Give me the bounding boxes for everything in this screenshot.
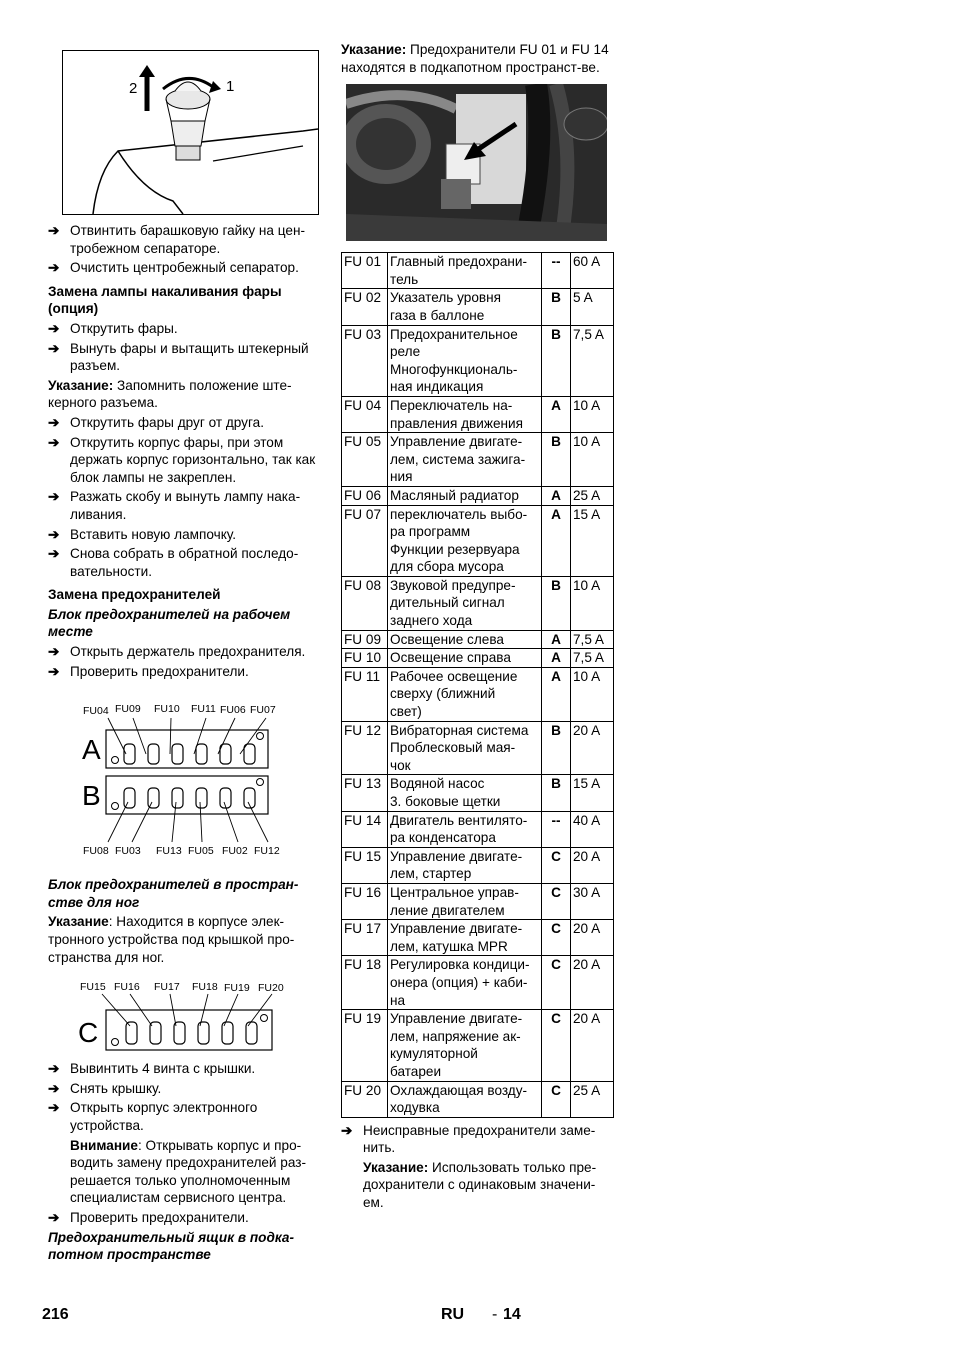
fuse-id: FU 06 bbox=[342, 486, 388, 505]
fuse-category: B bbox=[542, 433, 571, 487]
fuse-description-line: заднего хода bbox=[390, 613, 473, 629]
heading-fuse-replacement: Замена предохранителей bbox=[48, 587, 221, 603]
fuse-category: A bbox=[542, 486, 571, 505]
fuse-category: C bbox=[542, 1010, 571, 1081]
fuse-category: C bbox=[542, 847, 571, 883]
fuse-description-line: лем, система зажига- bbox=[390, 451, 526, 467]
fuse-description bbox=[388, 253, 542, 289]
fuse-category: A bbox=[542, 505, 571, 576]
fuse-row bbox=[342, 956, 614, 1010]
fig2-bottom-label: FU03 bbox=[115, 845, 141, 858]
fuse-amperage: 10 A bbox=[571, 576, 614, 630]
fuse-description-line: Освещение слева bbox=[390, 631, 504, 647]
fuse-row bbox=[342, 667, 614, 721]
fuse-description-line: Охлаждающая возду- bbox=[390, 1082, 528, 1098]
fig3-top-label: FU18 bbox=[192, 981, 218, 994]
fig2-row-b: B bbox=[82, 780, 101, 812]
fuse-row bbox=[342, 721, 614, 775]
fig2-bottom-label: FU13 bbox=[156, 845, 182, 858]
fig1-label-1: 1 bbox=[226, 78, 235, 95]
fuse-description-line: Центральное управ- bbox=[390, 884, 519, 900]
fuse-row bbox=[342, 396, 614, 432]
step: ➔ Снять крышку. bbox=[48, 1080, 162, 1096]
fuse-description-line: лем, стартер bbox=[390, 866, 472, 882]
note: Указание: Запомнить положение ште-керного разъема. bbox=[48, 377, 292, 411]
arrow-right-icon: ➔ bbox=[48, 320, 60, 336]
fig2-bottom-label: FU05 bbox=[188, 845, 214, 858]
fuse-id: FU 13 bbox=[342, 775, 388, 811]
fuse-row bbox=[342, 576, 614, 630]
footer-separator: - bbox=[492, 1306, 498, 1323]
fuse-description-line: ление двигателем bbox=[390, 902, 505, 918]
fuse-description bbox=[388, 883, 542, 919]
fig3-top-label: FU15 bbox=[80, 981, 106, 994]
fuse-description bbox=[388, 505, 542, 576]
fuse-amperage: 15 A bbox=[571, 505, 614, 576]
fuse-id: FU 08 bbox=[342, 576, 388, 630]
fuse-id: FU 12 bbox=[342, 721, 388, 775]
fuse-description-line: ра конденсатора bbox=[390, 830, 496, 846]
fuse-category: B bbox=[542, 325, 571, 396]
fuse-description-line: ная индикация bbox=[390, 379, 484, 395]
fuse-description-line: ходувка bbox=[390, 1100, 440, 1116]
fuse-id: FU 17 bbox=[342, 920, 388, 956]
fig3-row-c: C bbox=[78, 1017, 99, 1049]
fuse-description-line: сверху (ближний bbox=[390, 686, 496, 702]
fuse-category: A bbox=[542, 649, 571, 668]
fuse-description-line: Вибраторная система bbox=[390, 722, 529, 738]
fuse-description-line: Звуковой предупре- bbox=[390, 577, 516, 593]
fuse-description-line: батареи bbox=[390, 1063, 442, 1079]
fuse-description-line: правления движения bbox=[390, 415, 523, 431]
subheading-workplace-fuse-block: Блок предохранителей на рабочем месте bbox=[48, 606, 291, 640]
fuse-description-line: чок bbox=[390, 757, 411, 773]
fuse-row bbox=[342, 486, 614, 505]
arrow-right-icon: ➔ bbox=[48, 546, 60, 562]
fig2-bottom-label: FU12 bbox=[254, 845, 280, 858]
fuse-row bbox=[342, 325, 614, 396]
fuse-description-line: Многофункциональ- bbox=[390, 361, 518, 377]
fuse-amperage: 5 A bbox=[571, 289, 614, 325]
step: ➔ Вывинтить 4 винта с крышки. bbox=[48, 1061, 256, 1077]
fuse-block-c-figure bbox=[78, 978, 318, 1058]
fuse-description-line: свет) bbox=[390, 704, 422, 720]
fuse-description bbox=[388, 630, 542, 649]
fuse-category: -- bbox=[542, 253, 571, 289]
fuse-id: FU 03 bbox=[342, 325, 388, 396]
fuse-description-line: Главный предохрани- bbox=[390, 254, 528, 270]
arrow-right-icon: ➔ bbox=[48, 644, 60, 660]
fuse-description bbox=[388, 667, 542, 721]
fuse-description-line: Рабочее освещение bbox=[390, 668, 518, 684]
fuse-description bbox=[388, 920, 542, 956]
fuse-description-line: Масляный радиатор bbox=[390, 487, 519, 503]
fuse-category: A bbox=[542, 667, 571, 721]
step: ➔ Вставить новую лампочку. bbox=[48, 526, 237, 542]
warning: Внимание: Открывать корпус и про-водить замену предохранителей раз-решается только уполномоченным специалистам сервисного центра. bbox=[70, 1137, 307, 1206]
step: ➔ Открутить фары друг от друга. bbox=[48, 414, 264, 430]
fig2-top-label: FU10 bbox=[154, 703, 180, 716]
fuse-description bbox=[388, 1010, 542, 1081]
step: ➔ Вынуть фары и вытащить штекерный разъем. bbox=[48, 340, 309, 374]
fuse-description-line: Освещение справа bbox=[390, 650, 511, 666]
fig2-top-label: FU11 bbox=[191, 703, 216, 716]
fuse-description-line: на bbox=[390, 992, 406, 1008]
fuse-row bbox=[342, 505, 614, 576]
fuse-amperage: 7,5 A bbox=[571, 325, 614, 396]
fuse-id: FU 09 bbox=[342, 630, 388, 649]
fig2-bottom-label: FU02 bbox=[222, 845, 248, 858]
fuse-row bbox=[342, 253, 614, 289]
fuse-row bbox=[342, 883, 614, 919]
fuse-category: B bbox=[542, 775, 571, 811]
fuse-description bbox=[388, 396, 542, 432]
step: ➔ Открутить корпус фары, при этом держать корпус горизонтально, так как блок лампы не закреплен. bbox=[48, 434, 316, 485]
fuse-category: B bbox=[542, 721, 571, 775]
step: ➔ Отвинтить барашковую гайку на цен-тробежном сепараторе. bbox=[48, 223, 305, 256]
fuse-description-line: переключатель выбо- bbox=[390, 506, 528, 522]
fuse-amperage: 20 A bbox=[571, 956, 614, 1010]
engine-bay-photo bbox=[346, 84, 607, 241]
fuse-category: A bbox=[542, 396, 571, 432]
step: ➔ Неисправные предохранители заме-нить. bbox=[341, 1122, 596, 1156]
fuse-id: FU 16 bbox=[342, 883, 388, 919]
fig3-top-label: FU19 bbox=[224, 982, 250, 995]
fuse-block-ab-figure bbox=[78, 692, 318, 862]
fuse-amperage: 10 A bbox=[571, 667, 614, 721]
arrow-right-icon: ➔ bbox=[341, 1122, 353, 1138]
fig2-row-a: A bbox=[82, 734, 101, 766]
fuse-description bbox=[388, 486, 542, 505]
fuse-description-line: Переключатель на- bbox=[390, 397, 513, 413]
fuse-description-line: Проблесковый мая- bbox=[390, 740, 516, 756]
arrow-right-icon: ➔ bbox=[48, 663, 60, 679]
fig1-label-2: 2 bbox=[129, 80, 138, 97]
fuse-category: C bbox=[542, 1081, 571, 1117]
fuse-description bbox=[388, 576, 542, 630]
fuse-amperage: 7,5 A bbox=[571, 630, 614, 649]
fuse-id: FU 02 bbox=[342, 289, 388, 325]
fuse-description-line: Водяной насос bbox=[390, 776, 485, 792]
fuse-amperage: 15 A bbox=[571, 775, 614, 811]
centrifugal-separator-figure bbox=[62, 50, 319, 215]
fuse-id: FU 01 bbox=[342, 253, 388, 289]
page-number: 216 bbox=[42, 1306, 69, 1323]
fuse-category: B bbox=[542, 289, 571, 325]
fuse-description bbox=[388, 1081, 542, 1117]
note: Указание: Находится в корпусе элек-тронного устройства под крышкой про-странства для ног. bbox=[48, 914, 295, 965]
fuse-amperage: 20 A bbox=[571, 721, 614, 775]
fuse-category: C bbox=[542, 883, 571, 919]
fuse-description-line: ния bbox=[390, 469, 413, 485]
left-column bbox=[48, 50, 324, 1266]
arrow-right-icon: ➔ bbox=[48, 1100, 60, 1116]
arrow-right-icon: ➔ bbox=[48, 340, 60, 356]
step: ➔ Очистить центробежный сепаратор. bbox=[48, 260, 299, 276]
fuse-id: FU 11 bbox=[342, 667, 388, 721]
fuse-row bbox=[342, 847, 614, 883]
fuse-description-line: лем, катушка MPR bbox=[390, 938, 508, 954]
fuse-description-line: Управление двигате- bbox=[390, 434, 523, 450]
fig3-top-label: FU16 bbox=[114, 981, 140, 994]
fuse-row bbox=[342, 811, 614, 847]
fuse-id: FU 18 bbox=[342, 956, 388, 1010]
fuse-row bbox=[342, 775, 614, 811]
arrow-right-icon: ➔ bbox=[48, 414, 60, 430]
arrow-right-icon: ➔ bbox=[48, 223, 60, 238]
subheading-footwell-fuse-block: Блок предохранителей в простран-стве для ног bbox=[48, 877, 299, 910]
fuse-description-line: Регулировка кондици- bbox=[390, 957, 530, 973]
fuse-amperage: 25 A bbox=[571, 1081, 614, 1117]
fuse-description-line: Управление двигате- bbox=[390, 921, 523, 937]
fuse-description bbox=[388, 433, 542, 487]
fuse-description-line: ра программ bbox=[390, 524, 471, 540]
fuse-row bbox=[342, 630, 614, 649]
arrow-right-icon: ➔ bbox=[48, 434, 60, 450]
arrow-right-icon: ➔ bbox=[48, 489, 60, 505]
note-end: Указание: Использовать только пре-дохранители с одинаковым значени-ем. bbox=[363, 1159, 597, 1211]
step: ➔ Открутить фары. bbox=[48, 320, 178, 336]
fuse-description-line: дительный сигнал bbox=[390, 595, 505, 611]
arrow-right-icon: ➔ bbox=[48, 1061, 60, 1077]
fig2-top-label: FU09 bbox=[115, 703, 141, 716]
fuse-id: FU 04 bbox=[342, 396, 388, 432]
fuse-description-line: онера (опция) + каби- bbox=[390, 974, 528, 990]
fuse-id: FU 05 bbox=[342, 433, 388, 487]
fuse-id: FU 19 bbox=[342, 1010, 388, 1081]
fuse-description bbox=[388, 811, 542, 847]
fig3-top-label: FU17 bbox=[154, 981, 180, 994]
heading-lamp-replacement: Замена лампы накаливания фары (опция) bbox=[48, 283, 282, 317]
fuse-row bbox=[342, 289, 614, 325]
fuse-row bbox=[342, 1081, 614, 1117]
fuse-category: C bbox=[542, 920, 571, 956]
fuse-amperage: 30 A bbox=[571, 883, 614, 919]
step: ➔ Открыть корпус электронного устройства. bbox=[48, 1100, 258, 1133]
fuse-description-line: лем, напряжение ак- bbox=[390, 1028, 521, 1044]
fuse-id: FU 15 bbox=[342, 847, 388, 883]
fuse-description-line: для сбора мусора bbox=[390, 559, 504, 575]
right-column bbox=[341, 41, 615, 1214]
fuse-description-line: Функции резервуара bbox=[390, 541, 520, 557]
fig2-top-label: FU07 bbox=[250, 704, 276, 717]
step: ➔ Проверить предохранители. bbox=[48, 1209, 249, 1225]
fuse-description bbox=[388, 775, 542, 811]
arrow-right-icon: ➔ bbox=[48, 1209, 60, 1225]
note-top: Указание: Предохранители FU 01 и FU 14 находятся в подкапотном пространст-ве. bbox=[341, 42, 609, 75]
fuse-description-line: тель bbox=[390, 271, 419, 287]
fuse-amperage: 20 A bbox=[571, 1010, 614, 1081]
fuse-id: FU 14 bbox=[342, 811, 388, 847]
fig2-top-label: FU04 bbox=[83, 705, 109, 718]
step: ➔ Открыть держатель предохранителя. bbox=[48, 644, 306, 660]
fuse-category: -- bbox=[542, 811, 571, 847]
fuse-category: A bbox=[542, 630, 571, 649]
fuse-id: FU 20 bbox=[342, 1081, 388, 1117]
fuse-amperage: 25 A bbox=[571, 486, 614, 505]
fuse-description bbox=[388, 721, 542, 775]
fuse-description-line: Двигатель вентилято- bbox=[390, 812, 528, 828]
footer-section-number: 14 bbox=[503, 1306, 521, 1323]
fuse-id: FU 10 bbox=[342, 649, 388, 668]
arrow-right-icon: ➔ bbox=[48, 1080, 60, 1096]
fuse-description-line: реле bbox=[390, 344, 421, 360]
fuse-description-line: Управление двигате- bbox=[390, 848, 523, 864]
fuse-amperage: 7,5 A bbox=[571, 649, 614, 668]
fuse-description-line: газа в баллоне bbox=[390, 307, 485, 323]
fuse-category: C bbox=[542, 956, 571, 1010]
fuse-description bbox=[388, 956, 542, 1010]
fuse-amperage: 10 A bbox=[571, 396, 614, 432]
fuse-amperage: 20 A bbox=[571, 920, 614, 956]
step: ➔ Проверить предохранители. bbox=[48, 663, 249, 679]
step: ➔ Снова собрать в обратной последо-вательности. bbox=[48, 546, 299, 579]
fuse-description bbox=[388, 325, 542, 396]
arrow-right-icon: ➔ bbox=[48, 260, 60, 276]
fuse-row bbox=[342, 920, 614, 956]
arrow-right-icon: ➔ bbox=[48, 526, 60, 542]
fuse-row bbox=[342, 1010, 614, 1081]
fig3-top-label: FU20 bbox=[258, 982, 284, 995]
fuse-description bbox=[388, 289, 542, 325]
fuse-row bbox=[342, 649, 614, 668]
fuse-description bbox=[388, 847, 542, 883]
step: ➔ Разжать скобу и вынуть лампу нака-ливания. bbox=[48, 489, 301, 522]
fuse-description bbox=[388, 649, 542, 668]
fuse-description-line: Указатель уровня bbox=[390, 290, 501, 306]
fuse-amperage: 20 A bbox=[571, 847, 614, 883]
fuse-category: B bbox=[542, 576, 571, 630]
fuse-row bbox=[342, 433, 614, 487]
fuse-description-line: Управление двигате- bbox=[390, 1011, 523, 1027]
fuse-id: FU 07 bbox=[342, 505, 388, 576]
fuse-amperage: 60 A bbox=[571, 253, 614, 289]
fuse-table bbox=[341, 252, 614, 1118]
footer-language: RU bbox=[441, 1306, 465, 1323]
fuse-description-line: 3. боковые щетки bbox=[390, 794, 501, 809]
fig2-top-label: FU06 bbox=[220, 704, 246, 717]
fuse-amperage: 10 A bbox=[571, 433, 614, 487]
fuse-amperage: 40 A bbox=[571, 811, 614, 847]
fig2-bottom-label: FU08 bbox=[83, 845, 109, 858]
subheading-engine-bay-fuse-box: Предохранительный ящик в подка-потном пространстве bbox=[48, 1229, 295, 1263]
fuse-description-line: Предохранительное bbox=[390, 326, 518, 342]
fuse-description-line: кумуляторной bbox=[390, 1046, 478, 1062]
